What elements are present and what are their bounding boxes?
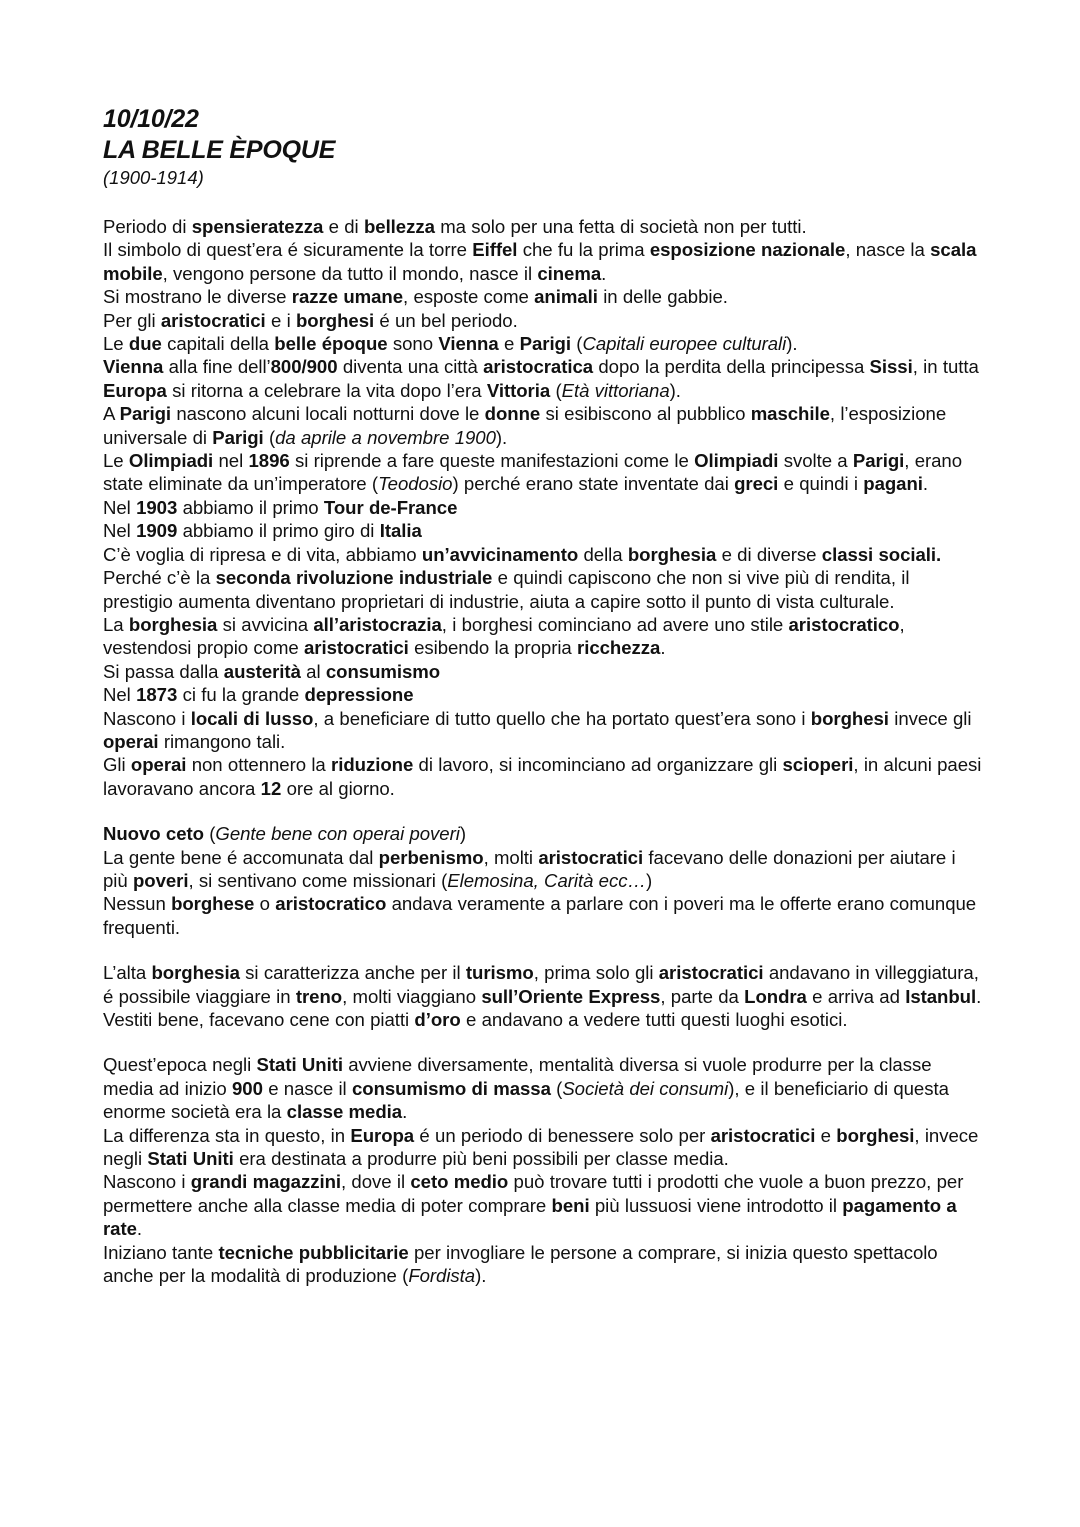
text-run: sono (387, 333, 439, 355)
bold-term: consumismo (325, 660, 441, 682)
document-body (103, 215, 983, 1287)
text-run: e quindi capiscono che non si vive più di rendita, il prestigio aumenta diventano proprietari di industrie, aiuta a capire sotto il punto di vista culturale. (103, 567, 910, 612)
text-run: La differenza sta in questo, in (103, 1124, 351, 1146)
bold-term: esposizione nazionale (649, 239, 846, 261)
text-run: in delle gabbie. (597, 286, 728, 308)
bold-term: classi sociali. (821, 543, 942, 565)
paragraph (103, 892, 983, 939)
bold-term: 1873 (136, 684, 178, 706)
text-run: , erano state eliminate da un’imperatore ( (103, 450, 963, 495)
italic-note: Età vittoriana (561, 379, 670, 401)
text-run: che fu la prima (517, 239, 650, 261)
bold-term: Londra (744, 985, 807, 1007)
text-run: . (976, 985, 982, 1007)
text-run: Si passa dalla (103, 660, 224, 682)
text-run: si esibiscono al pubblico (540, 403, 751, 425)
text-run: Quest’epoca negli (103, 1054, 257, 1076)
paragraph (103, 1124, 983, 1171)
bold-term: turismo (465, 962, 534, 984)
bold-term: greci (734, 473, 779, 495)
bold-term: aristocratico (275, 893, 387, 915)
bold-term: operai (130, 754, 187, 776)
text-run: La (103, 613, 129, 635)
text-run: Si mostrano le diverse (103, 286, 292, 308)
bold-term: maschile (750, 403, 830, 425)
text-run: non ottennero la (186, 754, 332, 776)
italic-note: Fordista (408, 1265, 476, 1287)
bold-term: beni (551, 1194, 590, 1216)
paragraph (103, 822, 983, 845)
bold-term: aristocratici (304, 637, 409, 659)
italic-note: Capitali europee culturali (582, 333, 787, 355)
paragraph (103, 449, 983, 496)
bold-term: borghesia (627, 543, 717, 565)
text-run: , i borghesi cominciano ad avere uno stile (441, 613, 789, 635)
text-run: , si sentivano come missionari ( (188, 869, 448, 891)
bold-term: ricchezza (577, 637, 661, 659)
bold-term: pagamento a rate (103, 1194, 957, 1240)
text-run: , molti viaggiano (342, 985, 482, 1007)
bold-term: 1896 (248, 450, 290, 472)
bold-term: un’avvicinamento (421, 543, 579, 565)
bold-term: aristocratici (538, 846, 644, 868)
text-run: avviene diversamente, mentalità diversa si vuole produrre per la classe media ad inizio (103, 1054, 932, 1099)
text-run: Per gli (103, 309, 161, 331)
section-turismo (103, 961, 983, 1031)
bold-term: aristocratico (788, 613, 900, 635)
text-run: esibendo la propria (408, 637, 578, 659)
text-run: capitali della (161, 333, 275, 355)
text-run: , in tutta (912, 356, 979, 378)
text-run: svolte a (778, 450, 853, 472)
text-run: e di (323, 216, 364, 237)
text-run: ci fu la grande (177, 684, 305, 706)
italic-note: Teodosio (378, 473, 453, 495)
text-run: . (136, 1218, 143, 1240)
text-run: Le (103, 450, 129, 472)
text-run: Nel (103, 684, 137, 706)
bold-term: Istanbul (905, 985, 977, 1007)
text-run: , nasce la (845, 239, 931, 261)
note-date: 10/10/22 (103, 105, 199, 133)
paragraph (103, 285, 983, 308)
bold-term: 800/900 (270, 356, 338, 378)
bold-term: d’oro (414, 1009, 461, 1030)
text-run: abbiamo il primo (177, 496, 324, 518)
section-nuovo-ceto (103, 822, 983, 939)
paragraph (103, 238, 983, 285)
text-run: della (578, 543, 628, 565)
text-run: , vestendosi propio come (103, 613, 905, 659)
text-run: L’alta (103, 962, 152, 984)
text-run: ). (495, 426, 508, 448)
page-title: LA BELLE ÈPOQUE (103, 136, 336, 164)
text-run: Gli (103, 754, 131, 776)
text-run: é un periodo di benessere solo per (414, 1124, 711, 1146)
bold-term: Stati Uniti (147, 1148, 234, 1170)
paragraph (103, 613, 983, 660)
bold-term: classe media (286, 1101, 403, 1123)
bold-term: Vienna (103, 356, 164, 378)
text-run: Periodo di (103, 216, 192, 237)
bold-term: Stati Uniti (256, 1054, 343, 1076)
text-run: ) (459, 823, 466, 845)
text-run: , molti (483, 846, 539, 868)
paragraph (103, 683, 983, 706)
bold-term: locali di lusso (190, 707, 314, 729)
text-run: si caratterizza anche per il (239, 962, 466, 984)
bold-term: treno (295, 985, 343, 1007)
text-run: Nel (103, 496, 137, 518)
text-run: e (498, 333, 520, 355)
text-run: ). (786, 333, 798, 355)
text-run: , esposte come (403, 286, 535, 308)
bold-term: spensieratezza (191, 216, 324, 237)
bold-term: Sissi (869, 356, 913, 378)
text-run: andava veramente a parlare con i poveri ma le offerte erano comunque frequenti. (103, 893, 977, 938)
bold-term: aristocratici (160, 309, 266, 331)
section-stati-uniti (103, 1053, 983, 1287)
paragraph (103, 707, 983, 754)
bold-term: Parigi (212, 426, 264, 448)
text-run: ( (550, 1077, 563, 1099)
bold-term: Parigi (119, 403, 172, 425)
text-run: era destinata a produrre più beni possibili per classe media. (233, 1148, 729, 1170)
paragraph (103, 753, 983, 800)
bold-term: ceto medio (410, 1171, 509, 1193)
bold-term: aristocratici (710, 1124, 816, 1146)
text-run: si avvicina (217, 613, 314, 635)
bold-term: riduzione (331, 754, 414, 776)
paragraph (103, 566, 983, 613)
bold-term: 1909 (136, 520, 178, 542)
bold-term: borghesia (128, 613, 218, 635)
bold-term: 900 (232, 1077, 263, 1099)
bold-term: scioperi (782, 754, 854, 776)
bold-term: poveri (132, 869, 189, 891)
text-run: , a beneficiare di tutto quello che ha portato quest’era sono i (313, 707, 811, 729)
text-run: può trovare tutti i prodotti che vuole a buon prezzo, per permettere anche alla classe media di poter comprare (103, 1171, 964, 1216)
text-run: Le (103, 333, 129, 355)
text-run: ) perché erano state inventate dai (452, 473, 735, 495)
text-run: Perché c’è la (103, 567, 216, 589)
text-run: , in alcuni paesi lavoravano ancora (103, 754, 982, 799)
text-run: e andavano a vedere tutti questi luoghi esotici. (460, 1009, 848, 1030)
paragraph (103, 402, 983, 449)
text-run: dopo la perdita della principessa (593, 356, 870, 378)
text-run: ), e il beneficiario di questa enorme società era la (103, 1077, 949, 1123)
bold-term: borghesi (810, 707, 889, 729)
text-run: e i (265, 309, 296, 331)
bold-term: scala mobile (103, 239, 977, 284)
bold-term: tecniche pubblicitarie (218, 1241, 409, 1263)
text-run: Vestiti bene, facevano cene con piatti (103, 1009, 415, 1030)
paragraph (103, 496, 983, 519)
period-range: (1900-1914) (103, 167, 204, 188)
text-run: , parte da (660, 985, 745, 1007)
document-page (103, 104, 983, 1287)
bold-term: seconda rivoluzione industriale (215, 567, 493, 589)
text-run: diventa una città (337, 356, 484, 378)
text-run: si ritorna a celebrare la vita dopo l’era (166, 379, 487, 401)
bold-term: borghese (171, 893, 255, 915)
bold-term: consumismo di massa (351, 1077, 551, 1099)
bold-term: operai (103, 730, 159, 752)
text-run: nascono alcuni locali notturni dove le (171, 403, 485, 425)
text-run: , prima solo gli (533, 962, 659, 984)
bold-term: Parigi (852, 450, 905, 472)
text-run: e di diverse (716, 543, 822, 565)
text-run: A (103, 403, 120, 425)
bold-term: cinema (537, 262, 602, 284)
bold-term: bellezza (363, 216, 435, 237)
bold-term: grandi magazzini (190, 1171, 341, 1193)
italic-note: da aprile a novembre 1900 (275, 426, 496, 448)
text-run: , vengono persone da tutto il mondo, nasce il (162, 262, 538, 284)
text-run: ( (570, 333, 583, 355)
text-run: e (815, 1124, 837, 1146)
text-run: ). (669, 379, 681, 401)
text-run: al (300, 660, 326, 682)
bold-term: razze umane (291, 286, 404, 308)
text-run: si riprende a fare queste manifestazioni come le (289, 450, 695, 472)
text-run: più lussuosi viene introdotto il (589, 1194, 843, 1216)
text-run: . (660, 637, 666, 659)
paragraph (103, 309, 983, 332)
bold-term: borghesi (836, 1124, 915, 1146)
bold-term: Italia (379, 520, 422, 542)
bold-term: Vittoria (486, 379, 551, 401)
text-run: Il simbolo di quest’era é sicuramente la torre (103, 239, 473, 261)
bold-term: aristocratici (658, 962, 764, 984)
text-run: Nascono i (103, 1171, 191, 1193)
bold-term: Olimpiadi (128, 450, 214, 472)
text-run: e arriva ad (806, 985, 906, 1007)
bold-term: pagani (863, 473, 923, 495)
text-run: rimangono tali. (158, 730, 286, 752)
bold-term: Parigi (519, 333, 571, 355)
text-run: Nessun (103, 893, 172, 915)
section-belle-epoque (103, 215, 983, 800)
bold-term: animali (534, 286, 598, 308)
paragraph (103, 332, 983, 355)
text-run: ( (203, 823, 216, 845)
text-run: e quindi i (778, 473, 864, 495)
bold-term: Europa (350, 1124, 415, 1146)
paragraph (103, 660, 983, 683)
text-run: nel (213, 450, 249, 472)
text-run: , invece negli (103, 1124, 979, 1170)
italic-note: Società dei consumi (562, 1077, 729, 1099)
text-run: abbiamo il primo giro di (177, 520, 380, 542)
bold-term: borghesia (151, 962, 240, 984)
bold-term: depressione (304, 684, 414, 706)
text-run: C’è voglia di ripresa e di vita, abbiamo (103, 543, 422, 565)
paragraph (103, 543, 983, 566)
bold-term: 1903 (136, 496, 178, 518)
text-run: ). (475, 1265, 487, 1287)
text-run: invece gli (888, 707, 972, 729)
text-run: Iniziano tante (103, 1241, 219, 1263)
bold-term: due (128, 333, 162, 355)
text-run: ( (550, 379, 562, 401)
bold-term: sull’Oriente Express (481, 985, 661, 1007)
text-run: e nasce il (262, 1077, 352, 1099)
bold-term: aristocratica (483, 356, 594, 378)
text-run: La gente bene é accomunata dal (103, 846, 379, 868)
bold-term: austerità (223, 660, 301, 682)
text-run: Nascono i (103, 707, 191, 729)
paragraph (103, 846, 983, 893)
bold-term: borghesi (295, 309, 375, 331)
text-run: . (922, 473, 929, 495)
text-run: ore al giorno. (281, 777, 395, 799)
paragraph (103, 519, 983, 542)
paragraph (103, 961, 983, 1008)
bold-term: Vienna (438, 333, 499, 355)
text-run: per invogliare le persone a comprare, si inizia questo spettacolo anche per la modalità di produzione ( (103, 1241, 938, 1287)
text-run: o (254, 893, 276, 915)
bold-term: Europa (103, 379, 167, 401)
paragraph (103, 1170, 983, 1240)
text-run: ) (646, 869, 653, 891)
bold-term: all’aristocrazia (313, 613, 442, 635)
text-run: . (402, 1101, 408, 1123)
text-run: , l’esposizione universale di (103, 403, 947, 448)
paragraph (103, 355, 983, 402)
italic-note: Gente bene con operai poveri (215, 823, 460, 845)
text-run: ma solo per una fetta di società non per tutti. (434, 216, 807, 237)
text-run: Nel (103, 520, 137, 542)
bold-term: perbenismo (378, 846, 484, 868)
bold-term: Tour de-France (323, 496, 458, 518)
paragraph (103, 215, 983, 238)
text-run: andavano in villeggiatura, é possibile viaggiare in (103, 962, 979, 1007)
text-run: ( (263, 426, 276, 448)
text-run: . (601, 262, 607, 284)
text-run: alla fine dell’ (163, 356, 271, 378)
italic-note: Elemosina, Carità ecc… (447, 869, 647, 891)
bold-term: belle époque (274, 333, 388, 355)
text-run: di lavoro, si incominciano ad organizzare gli (413, 754, 783, 776)
paragraph (103, 1053, 983, 1123)
bold-term: 12 (260, 777, 282, 799)
paragraph (103, 1241, 983, 1288)
text-run: , dove il (341, 1171, 411, 1193)
bold-term: Nuovo ceto (103, 823, 204, 845)
paragraph (103, 1008, 983, 1031)
text-run: facevano delle donazioni per aiutare i più (103, 846, 956, 891)
bold-term: Eiffel (472, 239, 518, 261)
bold-term: donne (484, 403, 541, 425)
bold-term: Olimpiadi (694, 450, 779, 472)
text-run: é un bel periodo. (374, 309, 518, 331)
